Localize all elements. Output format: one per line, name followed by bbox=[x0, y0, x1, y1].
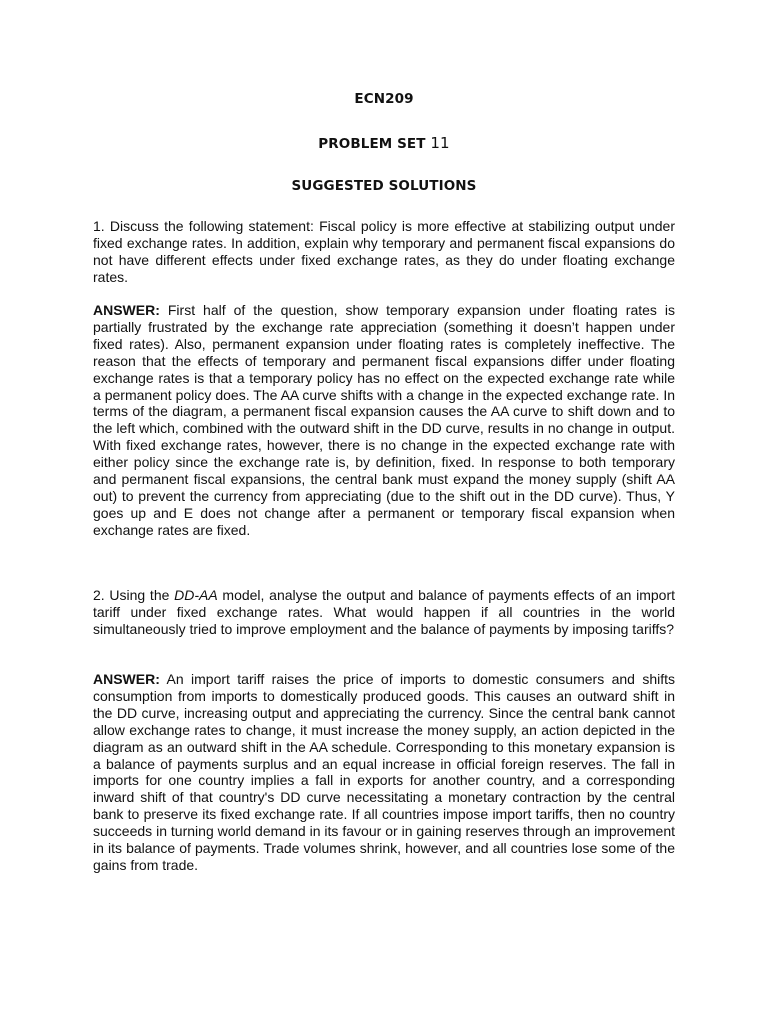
question-1 bbox=[93, 218, 675, 286]
answer-2-label: ANSWER: bbox=[93, 671, 160, 687]
problem-set-prefix: PROBLEM SET bbox=[318, 136, 426, 152]
problem-set-title bbox=[0, 134, 768, 152]
subtitle bbox=[0, 178, 768, 194]
question-2-text-after: model, analyse the output and balance of payments effects of an import tariff under fixed exchange rates. What would happen if all countries in the world simultaneously tried to improve employment and the balance of payments by imposing tariffs? bbox=[93, 587, 675, 637]
answer-1-label: ANSWER: bbox=[93, 302, 160, 318]
question-2-text-before: 2. Using the bbox=[93, 587, 175, 603]
course-code-text: ECN209 bbox=[354, 91, 414, 107]
question-2 bbox=[93, 587, 675, 638]
answer-2-text: An import tariff raises the price of imports to domestic consumers and shifts consumption from imports to domestically produced goods. This causes an outward shift in the DD curve, increasing output and appreciating the currency. Since the central bank cannot allow exchange rates to change, it must increase the money supply, an action depicted in the diagram as an outward shift in the AA schedule. Corresponding to this monetary expansion is a balance of payments surplus and an equal increase in official foreign reserves. The fall in imports for one country implies a fall in exports for another country, and a corresponding inward shift of that country's DD curve necessitating a monetary contraction by the central bank to preserve its fixed exchange rate. If all countries impose import tariffs, then no country succeeds in turning world demand in its favour or in gaining reserves through an improvement in its balance of payments. Trade volumes shrink, however, and all countries lose some of the gains from trade. bbox=[93, 671, 675, 873]
course-code bbox=[0, 91, 768, 107]
answer-1 bbox=[93, 302, 675, 539]
question-1-text: 1. Discuss the following statement: Fiscal policy is more effective at stabilizing output under fixed exchange rates. In addition, explain why temporary and permanent fiscal expansions do not have different effects under fixed exchange rates, as they do under floating exchange rates. bbox=[93, 218, 675, 285]
answer-2 bbox=[93, 671, 675, 874]
problem-set-number: 11 bbox=[430, 134, 450, 152]
question-2-model-name: DD-AA bbox=[174, 587, 218, 603]
subtitle-text: SUGGESTED SOLUTIONS bbox=[291, 178, 477, 194]
answer-1-text: First half of the question, show temporary expansion under floating rates is partially frustrated by the exchange rate appreciation (something it doesn’t happen under fixed rates). Also, permanent expansion under floating rates is completely ineffective. The reason that the effects of temporary and permanent fiscal expansions differ under floating exchange rates is that a temporary policy has no effect on the expected exchange rate while a permanent policy does. The AA curve shifts with a change in the expected exchange rate. In terms of the diagram, a permanent fiscal expansion causes the AA curve to shift down and to the left which, combined with the outward shift in the DD curve, results in no change in output. With fixed exchange rates, however, there is no change in the expected exchange rate with either policy since the exchange rate is, by definition, fixed. In response to both temporary and permanent fiscal expansions, the central bank must expand the money supply (shift AA out) to prevent the currency from appreciating (due to the shift out in the DD curve). Thus, Y goes up and E does not change after a permanent or temporary fiscal expansion when exchange rates are fixed. bbox=[93, 302, 676, 538]
